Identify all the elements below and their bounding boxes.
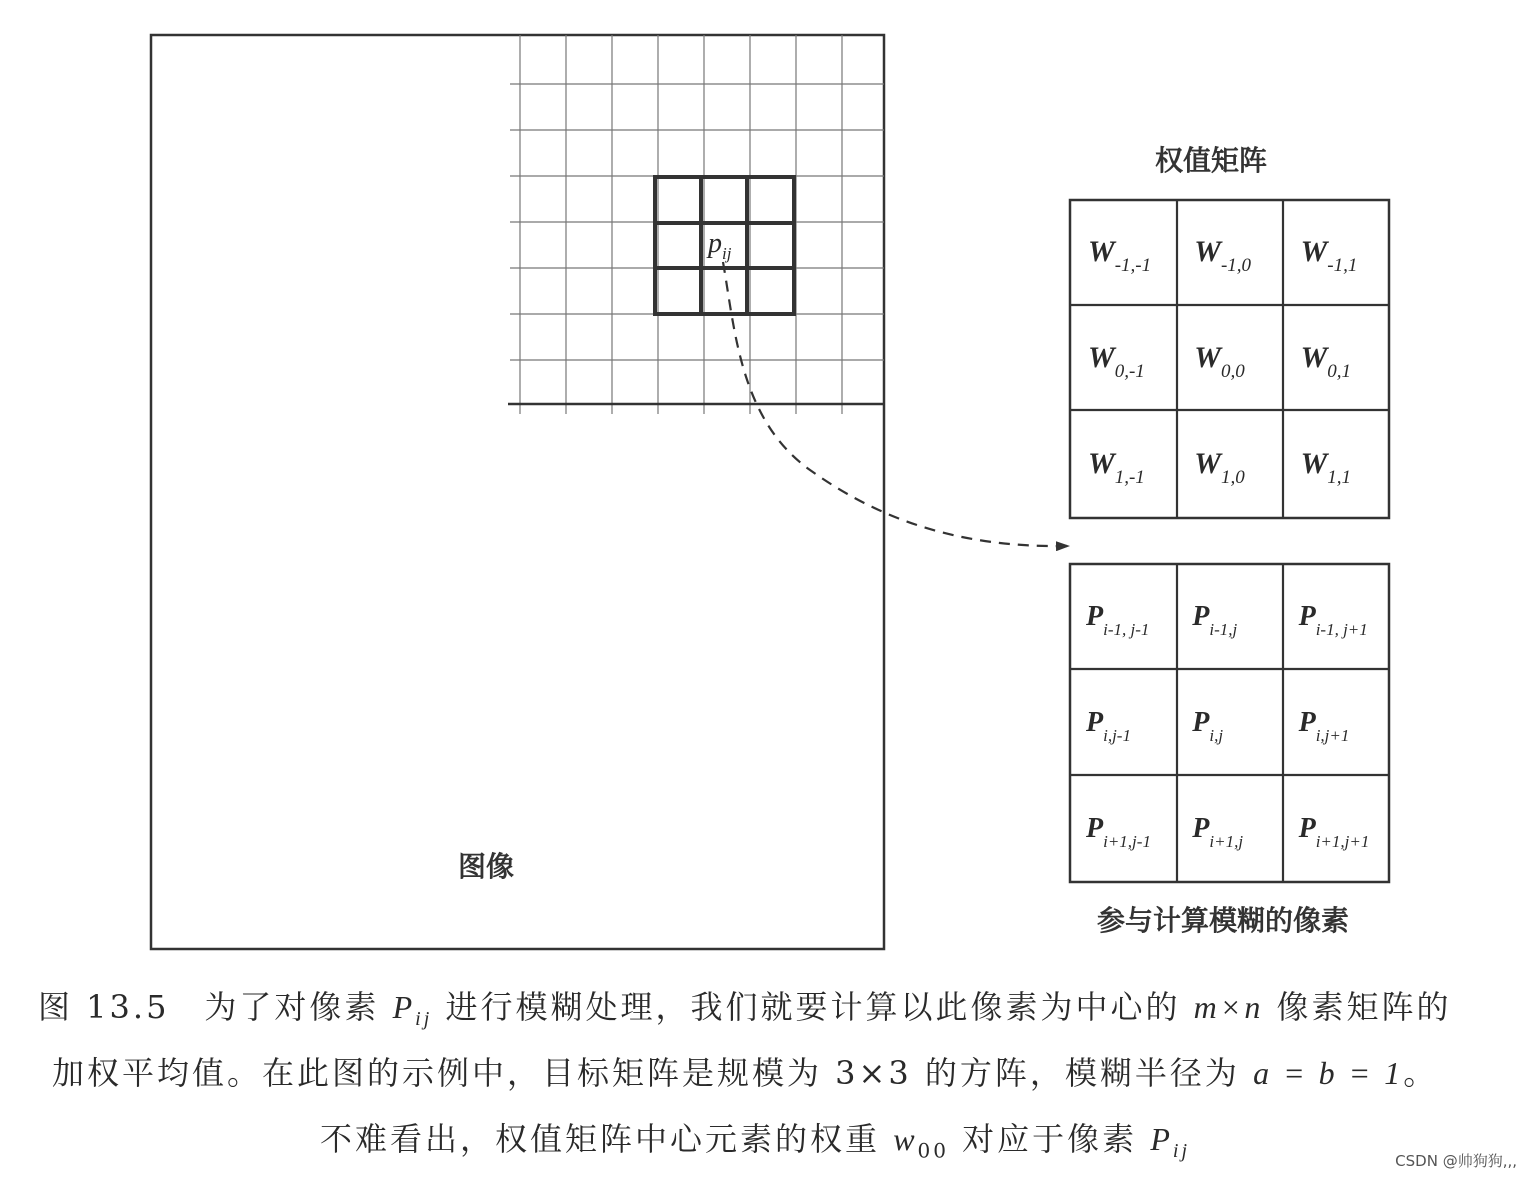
pixel-matrix: [1070, 564, 1389, 882]
center-pixel-label: $p_{ij}$: [708, 228, 732, 263]
caption-line-2: 加权平均值。在此图的示例中，目标矩阵是规模为 3×3 的方阵，模糊半径为 a = b = 1。: [52, 1054, 1439, 1092]
pixel-cell: $P_{i,j-1}$: [1086, 707, 1131, 745]
pixel-cell: $P_{i-1, j-1}$: [1086, 601, 1150, 639]
pixel-cell: $P_{i-1, j+1}$: [1298, 601, 1368, 639]
weight-cell: $W_{-1,0}$: [1194, 235, 1252, 276]
weight-cell: $W_{-1,-1}$: [1088, 235, 1152, 276]
pixel-cell: $P_{i+1,j}$: [1192, 813, 1244, 851]
watermark: CSDN @帅狗狗,,,: [1395, 1152, 1517, 1170]
weight-cell: $W_{0,-1}$: [1088, 341, 1145, 382]
weight-cell: $W_{0,0}$: [1194, 341, 1245, 382]
pixel-cell: $P_{i+1,j-1}$: [1086, 813, 1151, 851]
weight-cell: $W_{1,1}$: [1300, 447, 1352, 488]
caption-line-3: 不难看出，权值矩阵中心元素的权重 $w_{00}$ 对应于像素 $P_{ij}$: [320, 1120, 1191, 1163]
weight-cell: $W_{1,-1}$: [1088, 447, 1145, 488]
weight-matrix-title: 权值矩阵: [1155, 144, 1268, 177]
pixel-matrix-title: 参与计算模糊的像素: [1097, 904, 1350, 937]
pixel-cell: $P_{i+1,j+1}$: [1298, 813, 1370, 851]
weight-cell: $W_{-1,1}$: [1300, 235, 1358, 276]
weight-cell: $W_{0,1}$: [1300, 341, 1352, 382]
pixel-cell: $P_{i-1,j}$: [1192, 601, 1238, 639]
caption-line-1: 图 13.5 为了对像素 $P_{ij}$ 进行模糊处理，我们就要计算以此像素为中心的 m×n 像素矩阵的: [38, 988, 1452, 1031]
image-label: 图像: [458, 850, 515, 883]
image-frame: [151, 35, 884, 949]
pixel-cell: $P_{i,j}$: [1192, 707, 1224, 745]
weight-cell: $W_{1,0}$: [1194, 447, 1245, 488]
weight-matrix: [1070, 200, 1389, 518]
pixel-cell: $P_{i,j+1}$: [1298, 707, 1350, 745]
